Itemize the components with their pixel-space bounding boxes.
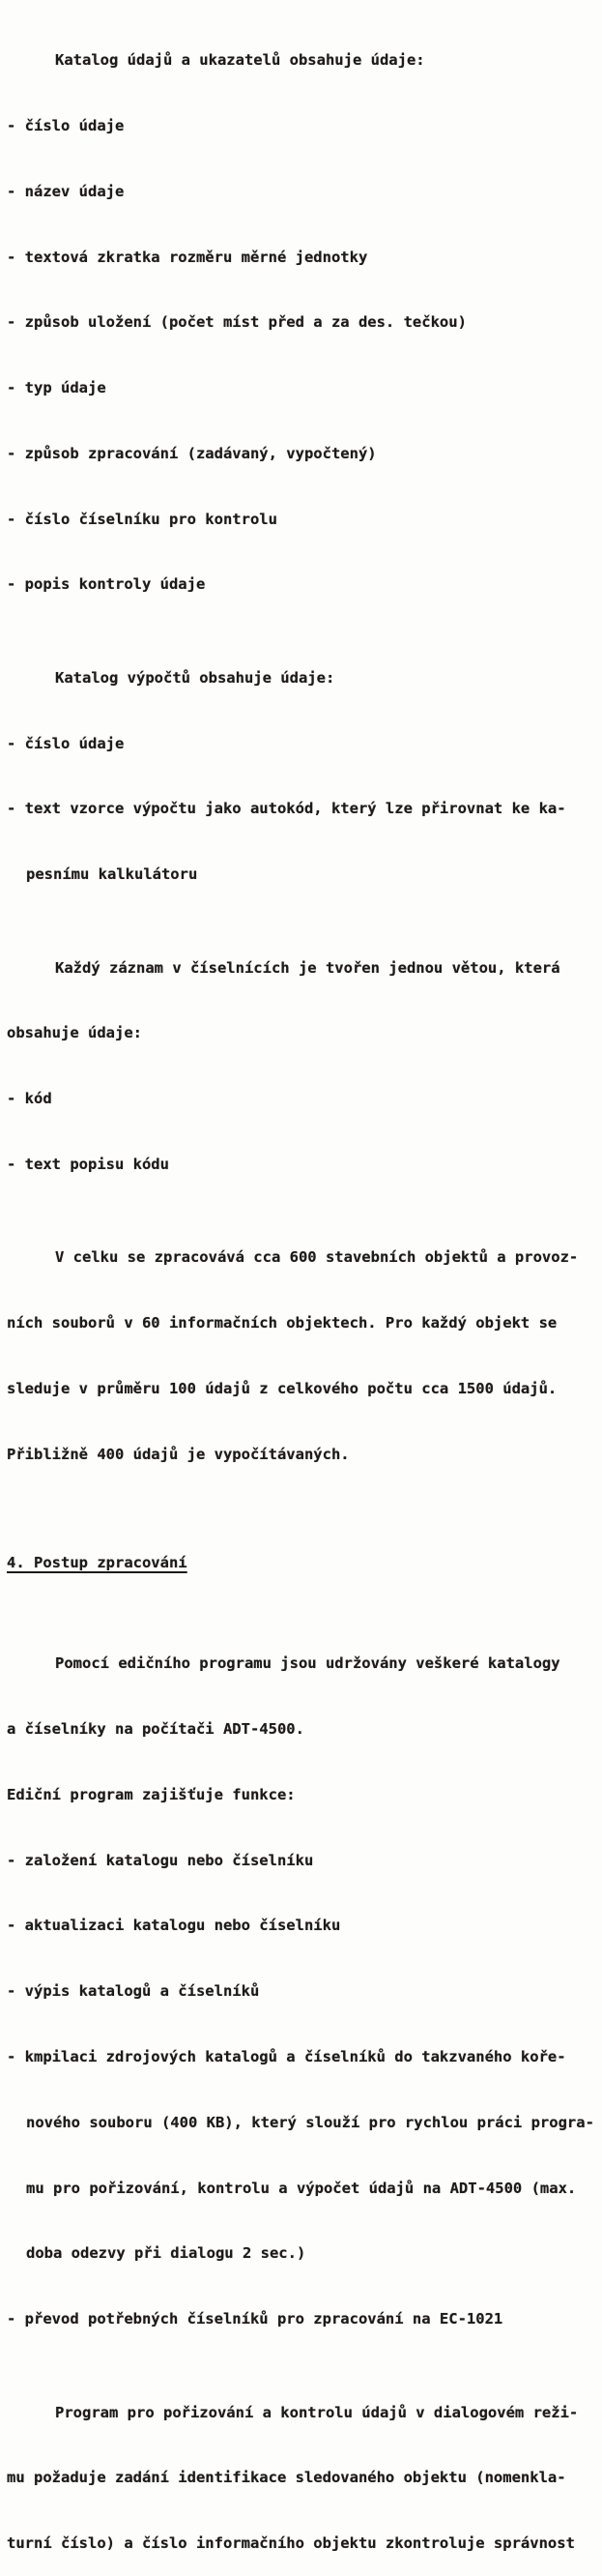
text-line: Program pro pořizování a kontrolu údajů v dialogovém reži-: [55, 2403, 579, 2421]
list-item: - výpis katalogů a číselníků: [7, 1982, 260, 2001]
text-line: V celku se zpracovává cca 600 stavebních objektů a provoz-: [55, 1248, 579, 1267]
list-item: - název údaje: [7, 182, 125, 200]
list-item: - popis kontroly údaje: [7, 575, 206, 594]
text-line: turní číslo) a číslo informačního objektu zkontroluje správnost: [7, 2534, 575, 2553]
text-line: Ediční program zajišťuje funkce:: [7, 1785, 296, 1803]
list-item: - způsob uložení (počet míst před a za des. tečkou): [7, 313, 467, 332]
list-item-continuation: nového souboru (400 KB), který slouží pro rychlou práci progra-: [26, 2113, 594, 2131]
text-line: Katalog údajů a ukazatelů obsahuje údaje:: [55, 51, 425, 70]
text-line: ních souborů v 60 informačních objektech. Pro každý objekt se: [7, 1314, 558, 1332]
list-item: - způsob zpracování (zadávaný, vypočtený): [7, 444, 377, 462]
list-item: - text vzorce výpočtu jako autokód, který lze přirovnat ke ka-: [7, 800, 566, 818]
text-line: Přibližně 400 údajů je vypočítávaných.: [7, 1445, 350, 1463]
list-item: - aktualizaci katalogu nebo číselníku: [7, 1917, 341, 1935]
text-line: Každý záznam v číselnících je tvořen jednou větou, která: [55, 958, 560, 977]
text-line: a číselníky na počítači ADT-4500.: [7, 1720, 304, 1739]
list-item: - číslo číselníku pro kontrolu: [7, 510, 277, 528]
list-item-continuation: mu pro pořizování, kontrolu a výpočet údajů na ADT-4500 (max.: [26, 2179, 577, 2197]
list-item-continuation: doba odezvy při dialogu 2 sec.): [26, 2244, 306, 2263]
text-line: Pomocí edičního programu jsou udržovány veškeré katalogy: [55, 1654, 560, 1673]
section-heading: 4. Postup zpracování: [7, 1553, 187, 1571]
list-item: - číslo údaje: [7, 116, 125, 134]
list-item-continuation: pesnímu kalkulátoru: [26, 865, 198, 884]
list-item: - převod potřebných číselníků pro zpracování na EC-1021: [7, 2310, 503, 2328]
text-line: Katalog výpočtů obsahuje údaje:: [55, 668, 335, 687]
list-item: - kmpilaci zdrojových katalogů a číselníků do takzvaného koře-: [7, 2048, 566, 2066]
list-item: - kód: [7, 1090, 52, 1108]
text-line: obsahuje údaje:: [7, 1024, 142, 1042]
text-line: mu požaduje zadání identifikace sledovaného objektu (nomenkla-: [7, 2469, 566, 2487]
list-item: - číslo údaje: [7, 734, 125, 752]
list-item: - text popisu kódu: [7, 1155, 169, 1173]
list-item: - typ údaje: [7, 379, 106, 397]
text-line: sleduje v průměru 100 údajů z celkového počtu cca 1500 údajů.: [7, 1379, 558, 1397]
list-item: - textová zkratka rozměru měrné jednotky: [7, 248, 368, 266]
list-item: - založení katalogu nebo číselníku: [7, 1851, 314, 1869]
